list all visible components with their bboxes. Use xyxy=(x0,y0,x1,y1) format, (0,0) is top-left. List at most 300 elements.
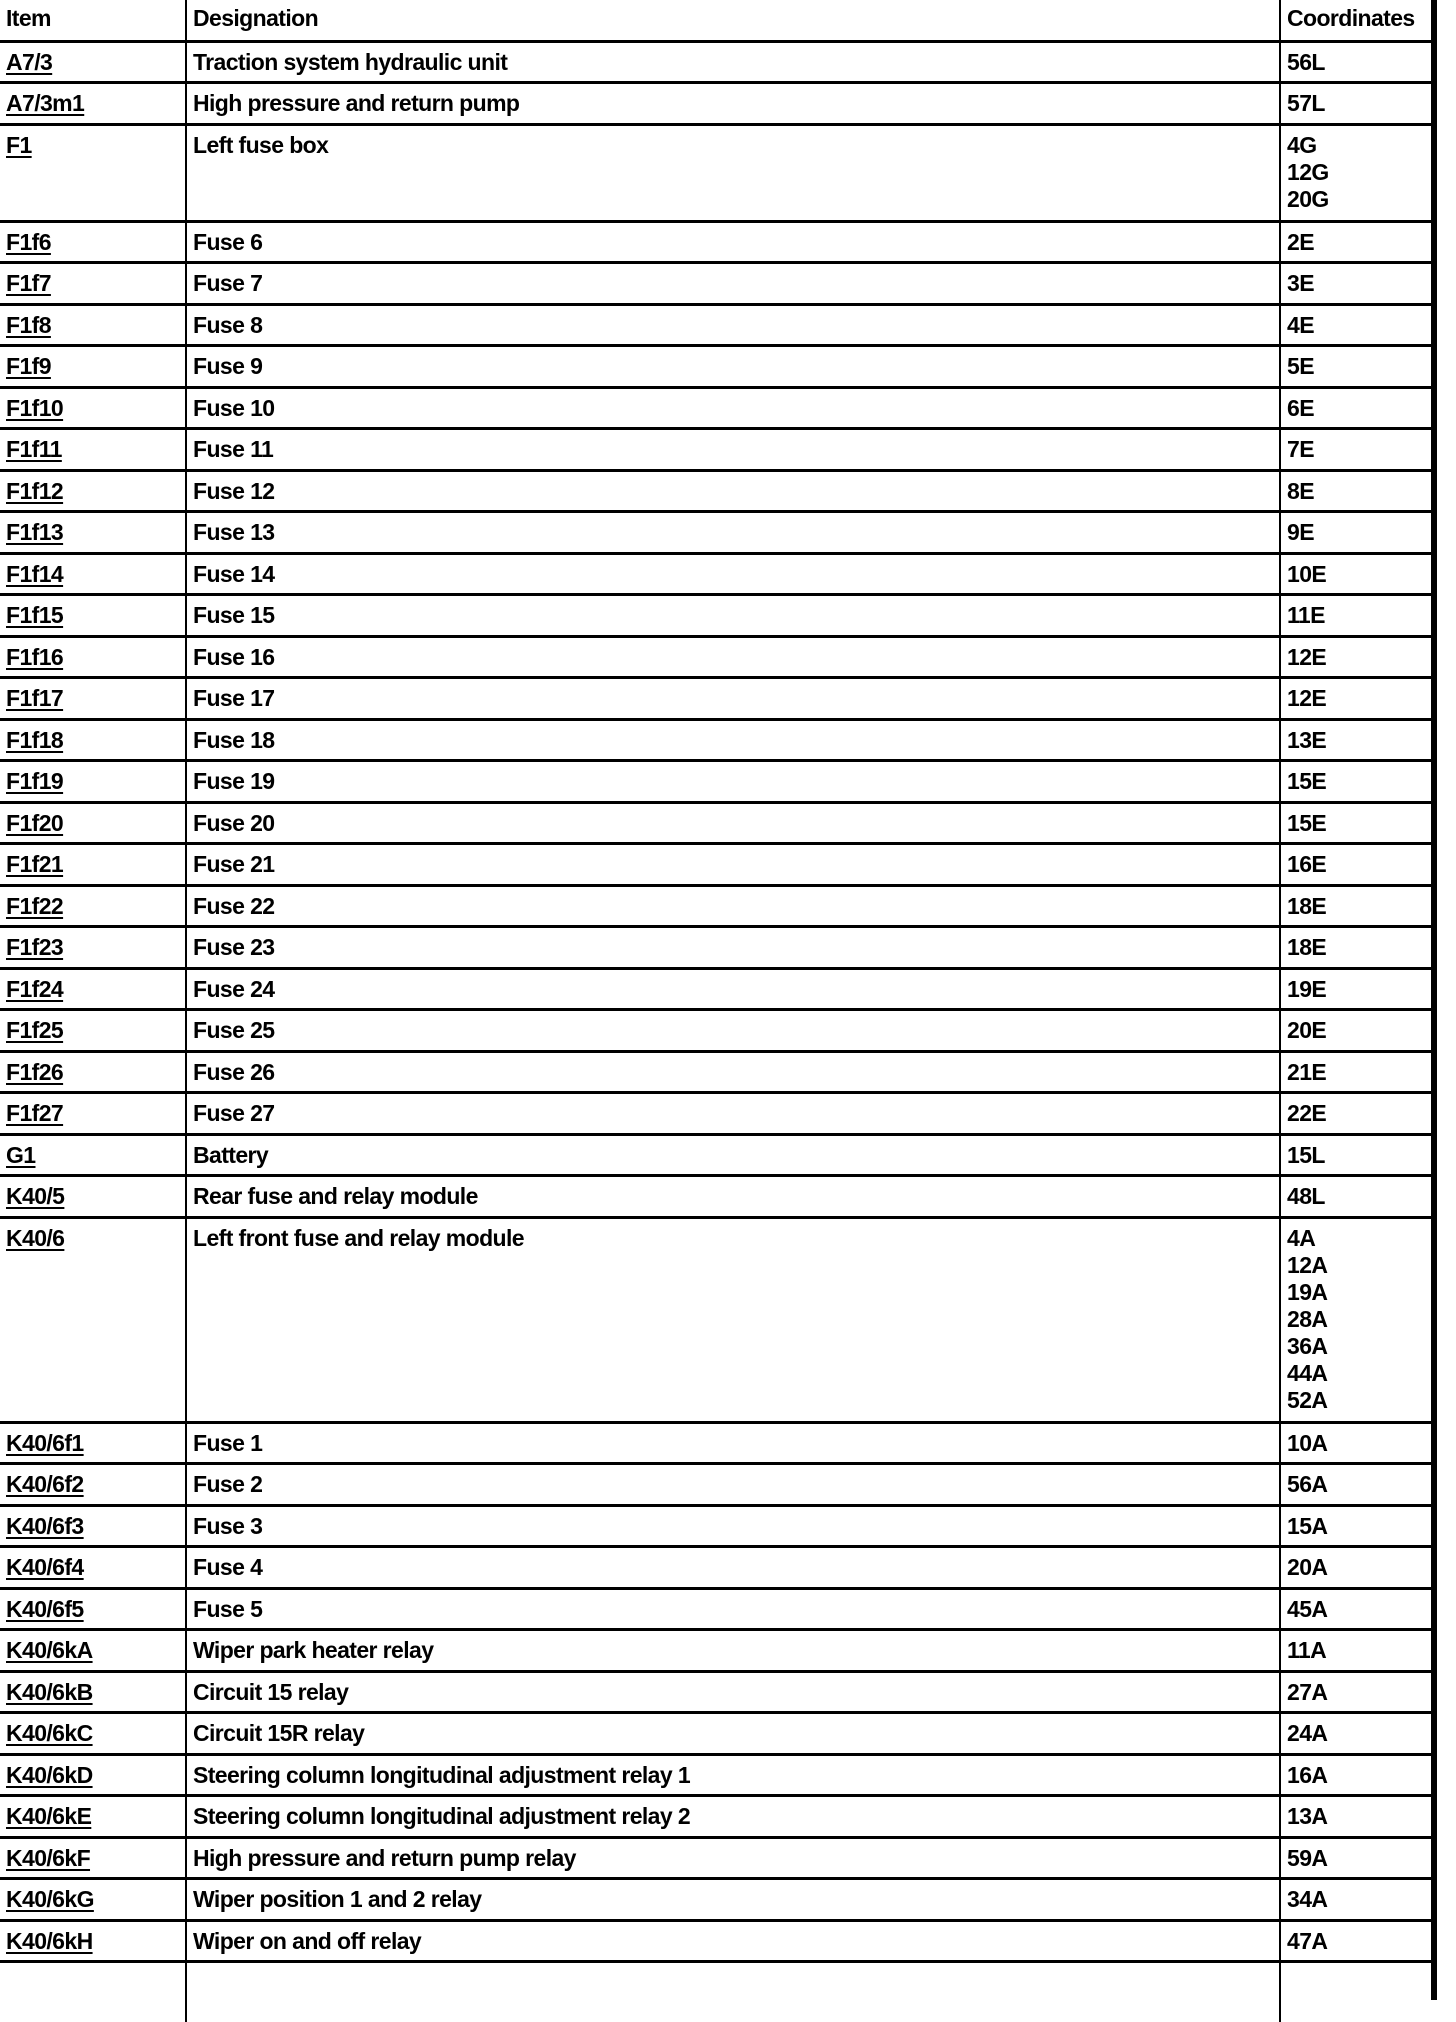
item-cell xyxy=(0,1051,186,1093)
designation-text: Fuse 13 xyxy=(193,519,275,545)
table-row xyxy=(0,968,1431,1010)
coordinates-cell xyxy=(1280,636,1431,678)
coordinates-cell xyxy=(1280,1671,1431,1713)
empty-item-cell xyxy=(0,1962,186,2022)
coordinate-value: 56L xyxy=(1287,48,1325,75)
coordinate-value: 28A xyxy=(1287,1305,1328,1332)
designation-text: Fuse 25 xyxy=(193,1017,275,1043)
table-row xyxy=(0,387,1431,429)
designation-cell xyxy=(186,41,1280,83)
coordinate-value: 24A xyxy=(1287,1720,1328,1746)
item-link[interactable]: K40/6kA xyxy=(6,1637,93,1663)
coordinate-value: 8E xyxy=(1287,477,1314,504)
item-link[interactable]: F1f20 xyxy=(6,809,64,836)
item-link[interactable]: F1f15 xyxy=(6,602,64,628)
designation-text: Fuse 27 xyxy=(193,1100,275,1126)
designation-text: Steering column longitudinal adjustment relay 1 xyxy=(193,1761,691,1788)
item-link[interactable]: F1f11 xyxy=(6,436,62,462)
designation-text: Rear fuse and relay module xyxy=(193,1183,478,1209)
item-link[interactable]: K40/6f3 xyxy=(6,1512,84,1539)
coordinates-cell xyxy=(1280,1464,1431,1506)
coordinate-value: 18E xyxy=(1287,934,1327,960)
item-cell xyxy=(0,719,186,761)
coordinates-cell xyxy=(1280,1754,1431,1796)
designation-text: Wiper position 1 and 2 relay xyxy=(193,1886,482,1912)
coordinate-value: 59A xyxy=(1287,1844,1328,1871)
coordinates-cell xyxy=(1280,1134,1431,1176)
designation-cell xyxy=(186,1837,1280,1879)
designation-text: Wiper park heater relay xyxy=(193,1637,434,1663)
item-link[interactable]: F1f14 xyxy=(6,560,64,587)
designation-text: Fuse 5 xyxy=(193,1595,263,1622)
item-cell xyxy=(0,83,186,125)
table-row xyxy=(0,1671,1431,1713)
item-cell xyxy=(0,1134,186,1176)
designation-text: Fuse 21 xyxy=(193,851,275,877)
item-cell xyxy=(0,263,186,305)
coordinate-value: 4A xyxy=(1287,1224,1316,1251)
item-link[interactable]: K40/6f5 xyxy=(6,1595,84,1622)
table-header-row xyxy=(0,0,1431,41)
item-link[interactable]: A7/3 xyxy=(6,48,53,75)
table-row xyxy=(0,1837,1431,1879)
coordinate-value: 47A xyxy=(1287,1927,1328,1954)
designation-cell xyxy=(186,719,1280,761)
table-row xyxy=(0,1505,1431,1547)
designation-cell xyxy=(186,885,1280,927)
item-cell xyxy=(0,41,186,83)
coordinate-value: 4G xyxy=(1287,131,1317,158)
item-link[interactable]: F1f8 xyxy=(6,311,51,338)
coordinates-cell xyxy=(1280,968,1431,1010)
item-cell xyxy=(0,346,186,388)
designation-cell xyxy=(186,1010,1280,1052)
item-cell xyxy=(0,678,186,720)
designation-text: Fuse 2 xyxy=(193,1471,263,1497)
item-cell xyxy=(0,885,186,927)
designation-text: Fuse 17 xyxy=(193,685,275,711)
designation-cell xyxy=(186,761,1280,803)
designation-cell xyxy=(186,1176,1280,1218)
designation-cell xyxy=(186,1920,1280,1962)
designation-text: Fuse 11 xyxy=(193,436,274,462)
coordinate-value: 22E xyxy=(1287,1100,1327,1126)
designation-cell xyxy=(186,927,1280,969)
item-cell xyxy=(0,595,186,637)
designation-text: Fuse 23 xyxy=(193,934,275,960)
item-link[interactable]: K40/5 xyxy=(6,1183,65,1209)
item-link[interactable]: F1f9 xyxy=(6,353,51,379)
coordinates-cell xyxy=(1280,1010,1431,1052)
coordinates-cell xyxy=(1280,304,1431,346)
table-row xyxy=(0,1134,1431,1176)
designation-text: Fuse 22 xyxy=(193,892,275,919)
item-cell xyxy=(0,1547,186,1589)
table-row xyxy=(0,429,1431,471)
coordinate-value: 56A xyxy=(1287,1471,1328,1497)
item-cell xyxy=(0,1920,186,1962)
designation-text: Fuse 24 xyxy=(193,975,275,1002)
designation-cell xyxy=(186,1671,1280,1713)
table-row xyxy=(0,1547,1431,1589)
table-row xyxy=(0,1879,1431,1921)
table-row xyxy=(0,1176,1431,1218)
designation-cell xyxy=(186,1713,1280,1755)
designation-cell xyxy=(186,1796,1280,1838)
designation-cell xyxy=(186,387,1280,429)
empty-designation-cell xyxy=(186,1962,1280,2022)
item-link[interactable]: F1f27 xyxy=(6,1100,64,1126)
designation-cell xyxy=(186,802,1280,844)
designation-text: Circuit 15R relay xyxy=(193,1720,365,1746)
coordinates-cell xyxy=(1280,387,1431,429)
coordinates-cell xyxy=(1280,1837,1431,1879)
designation-cell xyxy=(186,1588,1280,1630)
coordinates-cell xyxy=(1280,1176,1431,1218)
designation-text: Fuse 26 xyxy=(193,1058,275,1085)
coordinate-value: 19E xyxy=(1287,975,1327,1002)
item-link[interactable]: K40/6f2 xyxy=(6,1471,84,1497)
designation-cell xyxy=(186,553,1280,595)
designation-cell xyxy=(186,1505,1280,1547)
designation-text: Fuse 10 xyxy=(193,394,275,421)
empty-table-row xyxy=(0,1962,1431,2022)
coordinates-cell xyxy=(1280,844,1431,886)
designation-cell xyxy=(186,1217,1280,1422)
empty-coordinates-cell xyxy=(1280,1962,1431,2022)
designation-text: Left fuse box xyxy=(193,131,329,158)
designation-cell xyxy=(186,263,1280,305)
table-row xyxy=(0,802,1431,844)
table-row xyxy=(0,470,1431,512)
item-cell xyxy=(0,1713,186,1755)
item-link[interactable]: F1f18 xyxy=(6,726,64,753)
item-link[interactable]: F1f25 xyxy=(6,1017,64,1043)
item-link[interactable]: F1f26 xyxy=(6,1058,64,1085)
item-link[interactable]: K40/6 xyxy=(6,1224,65,1251)
table-row xyxy=(0,1010,1431,1052)
coordinate-value: 12A xyxy=(1287,1251,1328,1278)
coordinates-cell xyxy=(1280,124,1431,221)
coordinate-value: 44A xyxy=(1287,1359,1328,1386)
designation-text: Fuse 19 xyxy=(193,768,275,794)
item-cell xyxy=(0,1176,186,1218)
designation-text: Fuse 12 xyxy=(193,477,275,504)
item-cell xyxy=(0,553,186,595)
designation-text: Circuit 15 relay xyxy=(193,1678,349,1705)
item-link[interactable]: K40/6kC xyxy=(6,1720,93,1746)
table-row xyxy=(0,1754,1431,1796)
table-row xyxy=(0,41,1431,83)
designation-text: Wiper on and off relay xyxy=(193,1927,422,1954)
coordinate-value: 57L xyxy=(1287,90,1325,116)
coordinates-cell xyxy=(1280,719,1431,761)
coordinate-value: 52A xyxy=(1287,1386,1328,1413)
coordinate-value: 20A xyxy=(1287,1554,1328,1580)
item-cell xyxy=(0,844,186,886)
coordinates-cell xyxy=(1280,1588,1431,1630)
table-row xyxy=(0,761,1431,803)
designation-text: Fuse 1 xyxy=(193,1429,263,1456)
table-row xyxy=(0,1217,1431,1422)
item-link[interactable]: A7/3m1 xyxy=(6,90,85,116)
table-row xyxy=(0,1093,1431,1135)
table-row xyxy=(0,304,1431,346)
coordinate-value: 2E xyxy=(1287,228,1314,255)
table-row xyxy=(0,678,1431,720)
designation-text: Battery xyxy=(193,1141,269,1168)
item-cell xyxy=(0,429,186,471)
designation-cell xyxy=(186,968,1280,1010)
item-cell xyxy=(0,1796,186,1838)
coordinate-value: 12E xyxy=(1287,643,1327,670)
coordinate-value: 15E xyxy=(1287,809,1327,836)
item-link[interactable]: K40/6kE xyxy=(6,1803,92,1829)
item-cell xyxy=(0,1010,186,1052)
item-cell xyxy=(0,1754,186,1796)
item-cell xyxy=(0,1588,186,1630)
designation-text: High pressure and return pump relay xyxy=(193,1844,576,1871)
item-cell xyxy=(0,1217,186,1422)
coordinates-cell xyxy=(1280,1093,1431,1135)
coordinates-cell xyxy=(1280,802,1431,844)
designation-cell xyxy=(186,83,1280,125)
designation-text: Fuse 20 xyxy=(193,809,275,836)
item-link[interactable]: F1f16 xyxy=(6,643,64,670)
table-row xyxy=(0,221,1431,263)
designation-text: Fuse 15 xyxy=(193,602,275,628)
designation-text: Fuse 16 xyxy=(193,643,275,670)
designation-text: Fuse 18 xyxy=(193,726,275,753)
coordinate-value: 12G xyxy=(1287,158,1329,185)
item-cell xyxy=(0,1464,186,1506)
item-link[interactable]: K40/6f4 xyxy=(6,1554,84,1580)
item-cell xyxy=(0,1093,186,1135)
coordinate-value: 27A xyxy=(1287,1678,1328,1705)
coordinates-cell xyxy=(1280,41,1431,83)
designation-text: Left front fuse and relay module xyxy=(193,1224,524,1251)
coordinate-value: 18E xyxy=(1287,892,1327,919)
coordinates-cell xyxy=(1280,221,1431,263)
coordinate-value: 20G xyxy=(1287,185,1329,212)
coordinate-value: 15E xyxy=(1287,768,1327,794)
designation-cell xyxy=(186,512,1280,554)
item-cell xyxy=(0,124,186,221)
coordinate-value: 34A xyxy=(1287,1886,1328,1912)
table-row xyxy=(0,263,1431,305)
coordinate-value: 11E xyxy=(1287,602,1325,628)
item-link[interactable]: K40/6kB xyxy=(6,1678,93,1705)
coordinates-cell xyxy=(1280,553,1431,595)
item-cell xyxy=(0,221,186,263)
table-row xyxy=(0,1630,1431,1672)
designation-cell xyxy=(186,470,1280,512)
coordinate-value: 15L xyxy=(1287,1141,1325,1168)
coordinate-value: 16E xyxy=(1287,851,1327,877)
item-link[interactable]: F1f24 xyxy=(6,975,64,1002)
coordinate-value: 9E xyxy=(1287,519,1314,545)
table-row xyxy=(0,1051,1431,1093)
coordinates-cell xyxy=(1280,1547,1431,1589)
item-link[interactable]: K40/6kD xyxy=(6,1761,93,1788)
designation-cell xyxy=(186,1630,1280,1672)
column-header-item: Item xyxy=(0,0,186,41)
item-cell xyxy=(0,1671,186,1713)
table-row xyxy=(0,927,1431,969)
designation-cell xyxy=(186,124,1280,221)
item-link[interactable]: F1f13 xyxy=(6,519,64,545)
table-row xyxy=(0,1796,1431,1838)
item-cell xyxy=(0,1505,186,1547)
column-header-designation: Designation xyxy=(186,0,1280,41)
coordinates-cell xyxy=(1280,1796,1431,1838)
table-row xyxy=(0,1422,1431,1464)
table-row xyxy=(0,1713,1431,1755)
coordinates-cell xyxy=(1280,927,1431,969)
item-link[interactable]: F1f17 xyxy=(6,685,64,711)
coordinate-value: 10E xyxy=(1287,560,1327,587)
item-link[interactable]: K40/6kG xyxy=(6,1886,94,1912)
designation-text: Fuse 6 xyxy=(193,228,263,255)
coordinate-value: 10A xyxy=(1287,1429,1328,1456)
coordinate-value: 6E xyxy=(1287,394,1314,421)
coordinates-cell xyxy=(1280,678,1431,720)
designation-text: Fuse 3 xyxy=(193,1512,263,1539)
coordinates-cell xyxy=(1280,429,1431,471)
item-cell xyxy=(0,1837,186,1879)
coordinate-value: 15A xyxy=(1287,1512,1328,1539)
table-row xyxy=(0,512,1431,554)
coordinates-cell xyxy=(1280,1630,1431,1672)
item-cell xyxy=(0,761,186,803)
designation-text: Traction system hydraulic unit xyxy=(193,48,508,75)
coordinates-cell xyxy=(1280,1713,1431,1755)
designation-text: Steering column longitudinal adjustment relay 2 xyxy=(193,1803,691,1829)
item-cell xyxy=(0,1630,186,1672)
coordinates-cell xyxy=(1280,1422,1431,1464)
coordinate-value: 4E xyxy=(1287,311,1314,338)
designation-text: Fuse 8 xyxy=(193,311,263,338)
item-cell xyxy=(0,304,186,346)
coordinate-value: 13A xyxy=(1287,1803,1328,1829)
table-row xyxy=(0,1464,1431,1506)
coordinates-cell xyxy=(1280,1217,1431,1422)
designation-cell xyxy=(186,1051,1280,1093)
designation-cell xyxy=(186,1754,1280,1796)
designation-cell xyxy=(186,1547,1280,1589)
designation-cell xyxy=(186,221,1280,263)
coordinates-cell xyxy=(1280,83,1431,125)
designation-text: Fuse 14 xyxy=(193,560,275,587)
designation-cell xyxy=(186,1134,1280,1176)
coordinates-cell xyxy=(1280,1051,1431,1093)
designation-cell xyxy=(186,429,1280,471)
item-link[interactable]: F1f6 xyxy=(6,228,51,255)
coordinates-cell xyxy=(1280,595,1431,637)
coordinates-cell xyxy=(1280,1879,1431,1921)
item-link[interactable]: K40/6kF xyxy=(6,1844,91,1871)
table-row xyxy=(0,595,1431,637)
coordinate-value: 11A xyxy=(1287,1637,1327,1663)
table-row xyxy=(0,83,1431,125)
item-link[interactable]: K40/6f1 xyxy=(6,1429,84,1456)
table-body xyxy=(0,41,1431,2022)
coordinate-value: 48L xyxy=(1287,1183,1325,1209)
coordinate-value: 3E xyxy=(1287,270,1314,296)
coordinates-cell xyxy=(1280,885,1431,927)
coordinate-value: 16A xyxy=(1287,1761,1328,1788)
item-cell xyxy=(0,1422,186,1464)
column-header-coordinates: Coordinates xyxy=(1280,0,1431,41)
table-row xyxy=(0,1588,1431,1630)
designation-cell xyxy=(186,636,1280,678)
table-row xyxy=(0,346,1431,388)
coordinate-value: 21E xyxy=(1287,1058,1327,1085)
designation-cell xyxy=(186,595,1280,637)
coordinates-cell xyxy=(1280,346,1431,388)
coordinates-cell xyxy=(1280,761,1431,803)
item-cell xyxy=(0,387,186,429)
table-row xyxy=(0,553,1431,595)
designation-cell xyxy=(186,678,1280,720)
coordinate-value: 5E xyxy=(1287,353,1314,379)
item-link[interactable]: F1f10 xyxy=(6,394,64,421)
item-link[interactable]: F1 xyxy=(6,131,32,158)
designation-cell xyxy=(186,1422,1280,1464)
item-link[interactable]: F1f19 xyxy=(6,768,64,794)
item-link[interactable]: G1 xyxy=(6,1141,36,1168)
coordinate-value: 12E xyxy=(1287,685,1327,711)
table-row xyxy=(0,124,1431,221)
designation-cell xyxy=(186,1093,1280,1135)
coordinate-value: 13E xyxy=(1287,726,1327,753)
designation-text: Fuse 4 xyxy=(193,1554,263,1580)
designation-cell xyxy=(186,844,1280,886)
item-link[interactable]: F1f7 xyxy=(6,270,51,296)
item-cell xyxy=(0,1879,186,1921)
coordinates-cell xyxy=(1280,1920,1431,1962)
coordinates-cell xyxy=(1280,512,1431,554)
item-cell xyxy=(0,927,186,969)
coordinate-value: 19A xyxy=(1287,1278,1328,1305)
designation-cell xyxy=(186,1879,1280,1921)
table-row xyxy=(0,844,1431,886)
item-link[interactable]: F1f22 xyxy=(6,892,64,919)
item-link[interactable]: F1f21 xyxy=(6,851,64,877)
designation-cell xyxy=(186,304,1280,346)
coordinate-value: 45A xyxy=(1287,1595,1328,1622)
designation-cell xyxy=(186,346,1280,388)
item-link[interactable]: F1f23 xyxy=(6,934,64,960)
item-cell xyxy=(0,470,186,512)
coordinate-value: 7E xyxy=(1287,436,1314,462)
coordinate-value: 20E xyxy=(1287,1017,1327,1043)
table-row xyxy=(0,1920,1431,1962)
item-link[interactable]: F1f12 xyxy=(6,477,64,504)
table-row xyxy=(0,636,1431,678)
designation-text: Fuse 9 xyxy=(193,353,263,379)
item-link[interactable]: K40/6kH xyxy=(6,1927,93,1954)
coordinates-cell xyxy=(1280,263,1431,305)
table-row xyxy=(0,719,1431,761)
coordinates-cell xyxy=(1280,1505,1431,1547)
coordinate-value: 36A xyxy=(1287,1332,1328,1359)
item-cell xyxy=(0,802,186,844)
designation-text: High pressure and return pump xyxy=(193,90,520,116)
designation-text: Fuse 7 xyxy=(193,270,263,296)
item-cell xyxy=(0,512,186,554)
designation-cell xyxy=(186,1464,1280,1506)
